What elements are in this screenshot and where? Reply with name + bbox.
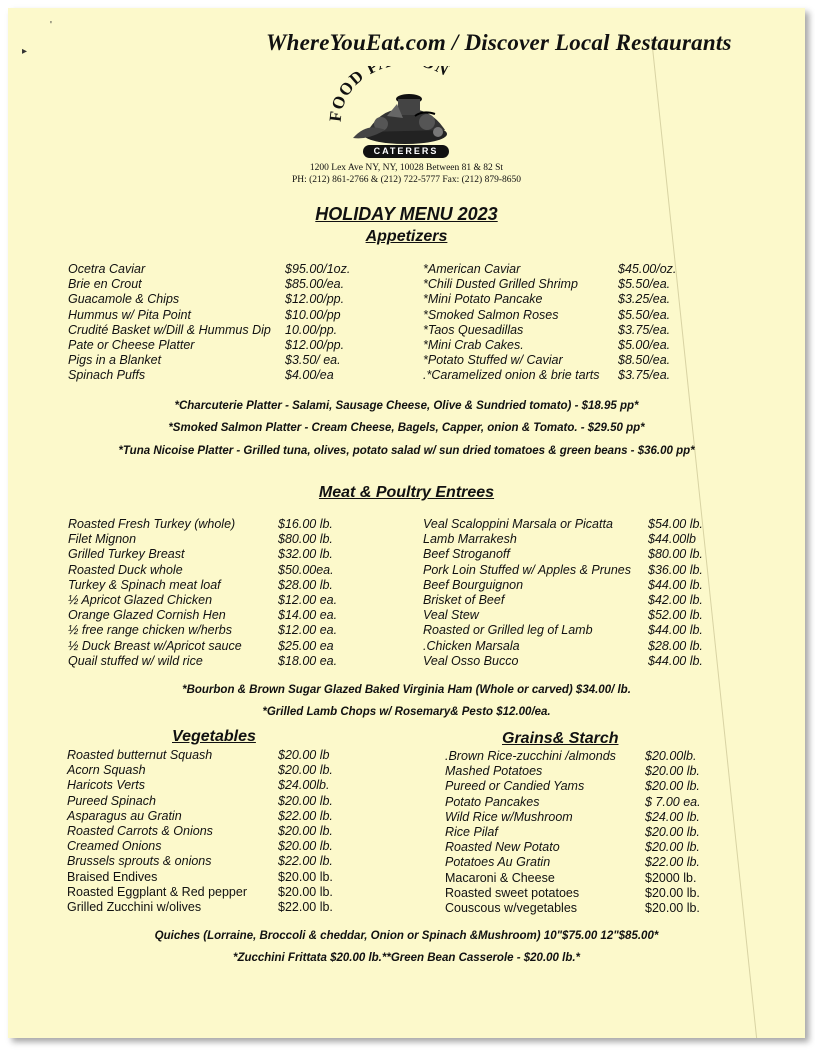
site-banner: WhereYouEat.com / Discover Local Restaurants bbox=[266, 30, 732, 55]
meat-left-item-name: Roasted Duck whole bbox=[68, 562, 183, 577]
meat-right-item-price: $44.00 lb. bbox=[648, 577, 703, 592]
grain-item-price: $24.00 lb. bbox=[645, 809, 700, 824]
meat-left-item-name: ½ Duck Breast w/Apricot sauce bbox=[68, 638, 242, 653]
speck-mark: ▸ bbox=[22, 46, 28, 57]
meat-left-item-price: $16.00 lb. bbox=[278, 517, 333, 531]
meat-left-item-price: $80.00 lb. bbox=[278, 532, 333, 547]
meat-right-item-name: Beef Bourguignon bbox=[423, 577, 524, 592]
appetizer-left-item-name: Brie en Crout bbox=[68, 277, 142, 292]
special-line: Quiches (Lorraine, Broccoli & cheddar, Onion or Spinach &Mushroom) 10"$75.00 12"$85.00* bbox=[154, 930, 659, 942]
appetizer-left-item-price: $3.50/ ea. bbox=[285, 353, 341, 368]
holiday-menu-title: HOLIDAY MENU 2023 bbox=[315, 204, 498, 224]
appetizer-right-item-name: *Smoked Salmon Roses bbox=[423, 307, 559, 322]
grain-item-name: Mashed Potatoes bbox=[445, 764, 543, 779]
appetizer-right-item-name: *Chili Dusted Grilled Shrimp bbox=[423, 277, 578, 292]
grain-item-name: Macaroni & Cheese bbox=[445, 870, 555, 885]
appetizer-left-item-price: $4.00/ea bbox=[285, 368, 334, 383]
special-line: *Bourbon & Brown Sugar Glazed Baked Virginia Ham (Whole or carved) $34.00/ lb. bbox=[182, 684, 631, 696]
grain-item-price: $20.00 lb. bbox=[645, 840, 700, 855]
meat-right-item-name: Veal Stew bbox=[423, 608, 479, 623]
phone-line: PH: (212) 861-2766 & (212) 722-5777 Fax: (212) 879-8650 bbox=[291, 175, 522, 185]
appetizer-left-item-price: 10.00/pp. bbox=[285, 322, 338, 337]
meat-left-item-price: $25.00 ea bbox=[278, 638, 334, 653]
meat-right-item-name: Roasted or Grilled leg of Lamb bbox=[423, 623, 593, 638]
appetizer-left-item-name: Guacamole & Chips bbox=[68, 292, 180, 307]
meat-left-item-price: $12.00 ea. bbox=[278, 593, 338, 607]
grain-item-name: Pureed or Candied Yams bbox=[445, 779, 585, 794]
address-line: 1200 Lex Ave NY, NY, 10028 Between 81 & 82 St bbox=[309, 163, 504, 173]
special-line: *Zucchini Frittata $20.00 lb.**Green Bean Casserole - $20.00 lb.* bbox=[232, 952, 581, 964]
vegetable-item-price: $22.00 lb. bbox=[278, 854, 333, 869]
vegetable-item-price: $20.00 lb bbox=[278, 748, 330, 762]
grain-item-price: $20.00lb. bbox=[645, 749, 697, 763]
appetizer-right-item-price: $3.75/ea. bbox=[618, 322, 671, 337]
vegetable-item-name: Roasted Carrots & Onions bbox=[67, 824, 213, 838]
vegetables-heading: Vegetables bbox=[172, 728, 256, 745]
grain-item-name: Potato Pancakes bbox=[445, 794, 540, 809]
meat-right-item-price: $28.00 lb. bbox=[648, 638, 703, 653]
meat-right-item-price: $44.00lb bbox=[648, 532, 696, 547]
vegetable-item-price: $20.00 lb. bbox=[278, 869, 333, 884]
appetizer-left-item-name: Crudité Basket w/Dill & Hummus Dip bbox=[68, 322, 271, 337]
special-line: *Grilled Lamb Chops w/ Rosemary& Pesto $12.00/ea. bbox=[262, 706, 551, 718]
meat-right-item-price: $36.00 lb. bbox=[648, 562, 703, 577]
vegetable-item-price: $24.00lb. bbox=[278, 778, 330, 793]
meat-left-item-name: Roasted Fresh Turkey (whole) bbox=[68, 517, 236, 531]
meat-right-item-name: .Chicken Marsala bbox=[423, 638, 520, 653]
appetizer-left-item-name: Pigs in a Blanket bbox=[68, 353, 162, 368]
vegetable-item-name: Pureed Spinach bbox=[67, 793, 156, 808]
grain-item-price: $2000 lb. bbox=[645, 870, 697, 885]
vegetable-item-name: Roasted Eggplant & Red pepper bbox=[67, 884, 247, 899]
appetizers-heading: Appetizers bbox=[365, 228, 448, 245]
vegetable-item-name: Braised Endives bbox=[67, 869, 158, 884]
meat-right-item-price: $54.00 lb. bbox=[648, 517, 703, 531]
meat-left-item-price: $28.00 lb. bbox=[278, 577, 333, 592]
appetizer-left-item-price: $85.00/ea. bbox=[285, 277, 345, 292]
caterers-badge: CATERERS bbox=[363, 145, 449, 158]
grain-item-price: $ 7.00 ea. bbox=[645, 794, 701, 809]
meat-right-item-name: Pork Loin Stuffed w/ Apples & Prunes bbox=[423, 562, 631, 577]
appetizer-left-item-price: $12.00/pp. bbox=[285, 338, 345, 352]
meat-left-item-price: $50.00ea. bbox=[278, 562, 334, 577]
appetizer-right-item-name: .*Caramelized onion & brie tarts bbox=[423, 368, 600, 383]
vegetable-item-price: $20.00 lb. bbox=[278, 884, 333, 899]
meat-left-item-name: Grilled Turkey Breast bbox=[68, 547, 185, 562]
appetizer-right-item-price: $5.50/ea. bbox=[618, 307, 671, 322]
appetizer-left-item-name: Pate or Cheese Platter bbox=[68, 338, 195, 352]
grain-item-price: $20.00 lb. bbox=[645, 764, 700, 779]
special-line: *Tuna Nicoise Platter - Grilled tuna, olives, potato salad w/ sun dried tomatoes & green beans - $36.00 pp* bbox=[118, 445, 695, 457]
meat-right-item-name: Lamb Marrakesh bbox=[423, 532, 517, 547]
vegetable-item-name: Creamed Onions bbox=[67, 839, 162, 854]
meat-left-item-price: $12.00 ea. bbox=[278, 623, 338, 638]
appetizer-right-item-name: *American Caviar bbox=[423, 262, 521, 276]
appetizer-right-item-name: *Potato Stuffed w/ Caviar bbox=[423, 353, 563, 368]
appetizer-right-item-price: $45.00/oz. bbox=[618, 262, 677, 276]
grain-item-name: Potatoes Au Gratin bbox=[445, 855, 551, 870]
meat-right-item-name: Brisket of Beef bbox=[423, 593, 505, 607]
meat-left-item-price: $18.00 ea. bbox=[278, 653, 338, 668]
appetizer-left-item-price: $12.00/pp. bbox=[285, 292, 345, 307]
appetizer-right-item-price: $3.75/ea. bbox=[618, 368, 671, 383]
appetizer-left-item-price: $10.00/pp bbox=[285, 307, 341, 322]
meat-right-item-name: Veal Osso Bucco bbox=[423, 653, 519, 668]
meat-left-item-name: Orange Glazed Cornish Hen bbox=[68, 608, 226, 623]
appetizer-left-item-name: Spinach Puffs bbox=[68, 368, 146, 383]
vegetable-item-name: Roasted butternut Squash bbox=[67, 748, 213, 762]
meat-right-item-price: $80.00 lb. bbox=[648, 547, 703, 562]
meat-right-item-name: Beef Stroganoff bbox=[423, 547, 510, 562]
vegetable-item-price: $22.00 lb. bbox=[278, 808, 333, 823]
special-line: *Smoked Salmon Platter - Cream Cheese, Bagels, Capper, onion & Tomato. - $29.50 pp* bbox=[168, 422, 645, 434]
meat-left-item-name: ½ free range chicken w/herbs bbox=[68, 623, 232, 638]
grain-item-name: Couscous w/vegetables bbox=[445, 901, 578, 915]
menu-page bbox=[8, 8, 805, 1038]
vegetable-item-name: Haricots Verts bbox=[67, 778, 146, 793]
grain-item-price: $22.00 lb. bbox=[645, 855, 700, 870]
vegetable-item-name: Brussels sprouts & onions bbox=[67, 854, 212, 869]
grain-item-name: Rice Pilaf bbox=[445, 825, 498, 839]
grain-item-name: .Brown Rice-zucchini /almonds bbox=[445, 749, 616, 763]
meat-right-item-price: $42.00 lb. bbox=[648, 593, 703, 607]
appetizer-right-item-name: *Taos Quesadillas bbox=[423, 322, 524, 337]
special-line: *Charcuterie Platter - Salami, Sausage Cheese, Olive & Sundried tomato) - $18.95 pp* bbox=[174, 400, 639, 412]
meat-left-item-price: $14.00 ea. bbox=[278, 608, 338, 623]
meat-right-item-price: $44.00 lb. bbox=[648, 623, 703, 638]
appetizer-right-item-price: $8.50/ea. bbox=[618, 353, 671, 368]
meat-right-item-name: Veal Scaloppini Marsala or Picatta bbox=[423, 517, 613, 531]
vegetable-item-price: $20.00 lb. bbox=[278, 839, 333, 854]
meat-left-item-name: Turkey & Spinach meat loaf bbox=[68, 577, 221, 592]
meat-left-item-name: Quail stuffed w/ wild rice bbox=[68, 653, 203, 668]
logo-arc-text: FOOD P N bbox=[325, 66, 453, 123]
food-passion-logo bbox=[323, 66, 483, 168]
meat-left-item-price: $32.00 lb. bbox=[278, 547, 333, 562]
vegetable-item-price: $20.00 lb. bbox=[278, 763, 333, 778]
appetizer-right-item-price: $5.00/ea. bbox=[618, 338, 671, 352]
appetizer-right-item-name: *Mini Potato Pancake bbox=[423, 292, 543, 307]
vegetable-item-price: $22.00 lb. bbox=[278, 900, 333, 914]
appetizer-left-item-price: $95.00/1oz. bbox=[285, 262, 351, 276]
grains-starch-heading: Grains& Starch bbox=[502, 730, 619, 747]
meat-left-item-name: Filet Mignon bbox=[68, 532, 137, 547]
grain-item-price: $20.00 lb. bbox=[645, 885, 700, 900]
grain-item-price: $20.00 lb. bbox=[645, 901, 700, 915]
vegetable-item-name: Grilled Zucchini w/olives bbox=[67, 900, 202, 914]
grain-item-price: $20.00 lb. bbox=[645, 825, 700, 839]
grain-item-name: Wild Rice w/Mushroom bbox=[445, 809, 573, 824]
meat-poultry-heading: Meat & Poultry Entrees bbox=[318, 484, 495, 501]
appetizer-right-item-price: $3.25/ea. bbox=[618, 292, 671, 307]
grain-item-price: $20.00 lb. bbox=[645, 779, 700, 794]
appetizer-left-item-name: Ocetra Caviar bbox=[68, 262, 146, 276]
grain-item-name: Roasted New Potato bbox=[445, 840, 560, 855]
speck-mark: ' bbox=[50, 20, 52, 31]
appetizer-right-item-price: $5.50/ea. bbox=[618, 277, 671, 292]
vegetable-item-price: $20.00 lb. bbox=[278, 824, 333, 838]
meat-left-item-name: ½ Apricot Glazed Chicken bbox=[68, 593, 213, 607]
appetizer-left-item-name: Hummus w/ Pita Point bbox=[68, 307, 191, 322]
meat-right-item-price: $44.00 lb. bbox=[648, 653, 703, 668]
appetizer-right-item-name: *Mini Crab Cakes. bbox=[423, 338, 524, 352]
vegetable-item-name: Acorn Squash bbox=[67, 763, 146, 778]
grain-item-name: Roasted sweet potatoes bbox=[445, 885, 580, 900]
vegetable-item-price: $20.00 lb. bbox=[278, 793, 333, 808]
vegetable-item-name: Asparagus au Gratin bbox=[67, 808, 182, 823]
meat-right-item-price: $52.00 lb. bbox=[648, 608, 703, 623]
